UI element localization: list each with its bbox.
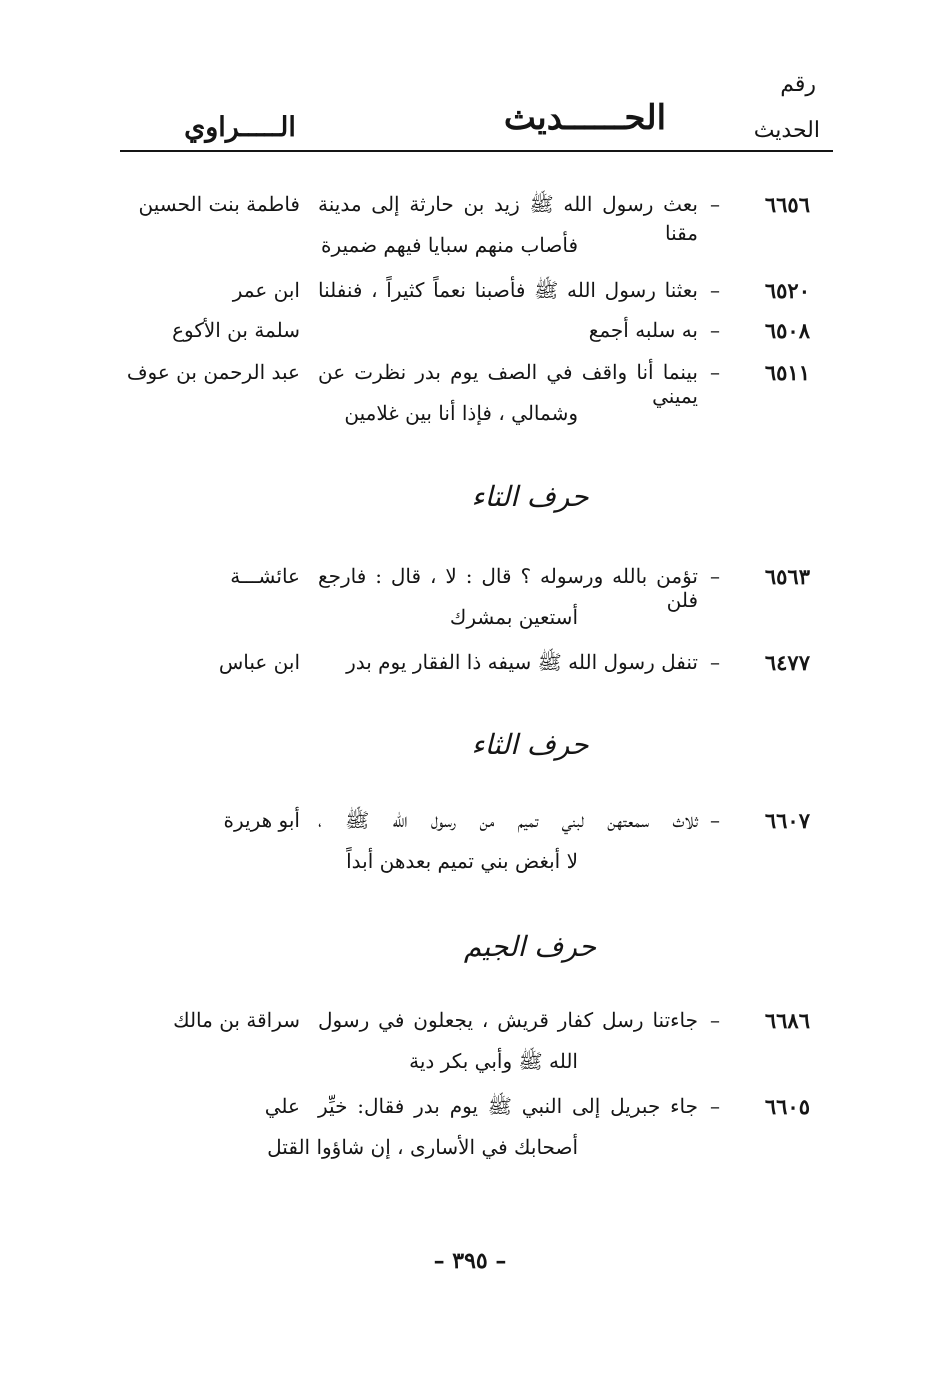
hadith-number: ٦٦٥٦ [764,192,810,217]
entry-dash: – [710,650,720,674]
narrator: فاطمة بنت الحسين [138,192,300,216]
hadith-text-continuation: فأصاب منهم سبايا فيهم ضميرة [320,233,578,257]
entry-dash: – [710,318,720,342]
hadith-text: جاء جبريل إلى النبي ﷺ يوم بدر فقال: خيِّر [318,1094,698,1118]
hadith-number: ٦٦٠٧ [764,808,810,833]
hadith-entry [120,190,810,257]
hadith-entry [120,806,810,873]
entry-dash: – [710,564,720,588]
hadith-text: بينما أنا واقف في الصف يوم بدر نظرت عن يميني [318,360,698,408]
narrator: أبو هريرة [223,808,300,832]
header-number-label: رقم [780,72,816,97]
hadith-text: بعثنا رسول الله ﷺ فأصبنا نعماً كثيراً ، فنفلنا [318,278,698,302]
narrator: سراقة بن مالك [173,1008,300,1032]
hadith-entry [120,316,810,352]
entry-dash: – [710,1008,720,1032]
hadith-entry [120,648,810,684]
hadith-text: تنفل رسول الله ﷺ سيفه ذا الفقار يوم بدر [346,650,698,674]
narrator: علي [264,1094,300,1118]
hadith-entry [120,1092,810,1159]
header-number-label-2: الحديث [753,118,820,143]
narrator: ابن عباس [218,650,300,674]
hadith-text: ثلاث سمعتهن لبني تميم من رسول الله ﷺ ، [318,808,698,832]
entry-dash: – [710,808,720,832]
entry-dash: – [710,278,720,302]
hadith-text: جاءتنا رسل كفار قريش ، يجعلون في رسول [318,1008,698,1032]
page-number: – ٣٩٥ – [433,1248,507,1274]
narrator: عبد الرحمن بن عوف [126,360,300,384]
hadith-text-continuation: أستعين بمشرك [449,605,578,629]
entry-dash: – [710,1094,720,1118]
header-hadith-column: الحــــــديث [503,98,667,138]
section-heading-ta: حرف التاء [471,480,589,513]
hadith-text: به سلبه أجمع [588,318,698,342]
entry-dash: – [710,192,720,216]
entry-dash: – [710,360,720,384]
section-heading-jim: حرف الجيم [463,930,597,963]
hadith-text: بعث رسول الله ﷺ زيد بن حارثة إلى مدينة مقنا [318,192,698,245]
hadith-entry [120,1006,810,1073]
hadith-number: ٦٥٠٨ [764,318,810,343]
hadith-text-continuation: أصحابك في الأسارى ، إن شاؤوا القتل [267,1135,578,1159]
narrator: عائشـــة [230,564,300,588]
header-narrator-column: الـــــراوي [184,112,296,143]
hadith-text: تؤمن بالله ورسوله ؟ قال : لا ، قال : فارجع فلن [318,564,698,612]
header-divider [120,150,833,152]
hadith-entry [120,358,810,425]
section-heading-tha: حرف الثاء [471,728,589,761]
hadith-number: ٦٦٨٦ [764,1008,810,1033]
hadith-text-continuation: لا أبغض بني تميم بعدهن أبداً [346,849,578,873]
hadith-number: ٦٦٠٥ [764,1094,810,1119]
hadith-text-continuation: وشمالي ، فإذا أنا بين غلامين [344,401,578,425]
hadith-text-continuation: الله ﷺ وأبي بكر دية [409,1049,578,1073]
hadith-entry [120,562,810,629]
hadith-number: ٦٤٧٧ [764,650,810,675]
hadith-number: ٦٥١١ [764,360,810,385]
hadith-number: ٦٥٢٠ [764,278,810,303]
narrator: سلمة بن الأكوع [172,318,300,342]
hadith-entry [120,276,810,312]
narrator: ابن عمر [232,278,300,302]
hadith-number: ٦٥٦٣ [764,564,810,589]
